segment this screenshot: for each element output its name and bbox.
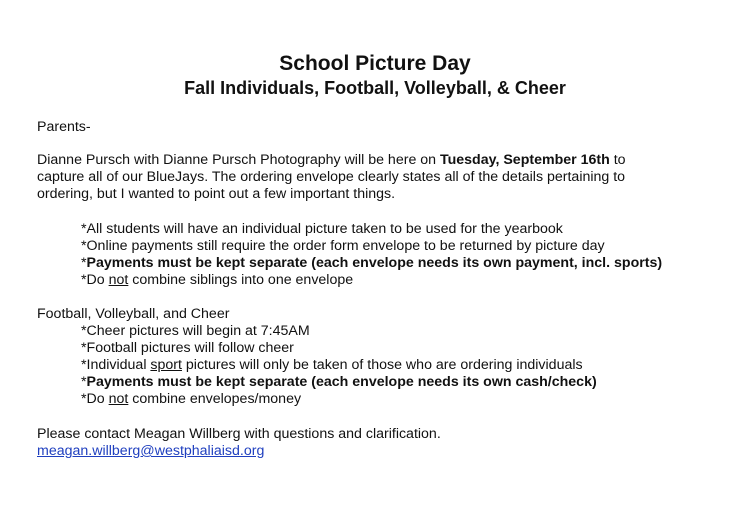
list-item: [81, 391, 301, 408]
intro-line-1: [37, 152, 626, 169]
email-link[interactable]: meagan.willberg@westphaliaisd.org: [37, 443, 265, 459]
item-text: *Do: [81, 272, 109, 288]
item-text: *Do: [81, 391, 109, 407]
list-item: *All students will have an individual picture taken to be used for the yearbook: [81, 221, 563, 237]
list-item: *Cheer pictures will begin at 7:45AM: [81, 323, 310, 339]
intro-line-2: capture all of our BlueJays. The ordering envelope clearly states all of the details pertaining to: [37, 169, 626, 185]
underlined-word: not: [108, 272, 129, 288]
list-item: [81, 255, 662, 272]
list-item: [81, 357, 583, 374]
page-title: School Picture Day: [279, 52, 471, 75]
bullet-star: *: [81, 374, 87, 390]
item-text: combine siblings into one envelope: [128, 272, 354, 288]
greeting: Parents-: [37, 119, 91, 135]
bullet-star: *: [81, 255, 87, 271]
item-text: pictures will only be taken of those who are ordering individuals: [181, 357, 583, 373]
intro-text: to: [609, 152, 626, 168]
payment-notice: Payments must be kept separate (each envelope needs its own payment, incl. sports): [86, 255, 663, 271]
list-item: [81, 374, 597, 391]
underlined-word: not: [108, 391, 129, 407]
intro-line-3: ordering, but I wanted to point out a few important things.: [37, 186, 396, 202]
item-text: *Individual: [81, 357, 151, 373]
intro-text: Dianne Pursch with Dianne Pursch Photography will be here on: [37, 152, 440, 168]
page-subtitle: Fall Individuals, Football, Volleyball, & Cheer: [184, 78, 566, 98]
item-text: combine envelopes/money: [128, 391, 302, 407]
payment-notice: Payments must be kept separate (each envelope needs its own cash/check): [86, 374, 597, 390]
sports-heading: Football, Volleyball, and Cheer: [37, 306, 230, 322]
list-item: [81, 272, 353, 289]
underlined-word: sport: [150, 357, 182, 373]
contact-text: Please contact Meagan Willberg with questions and clarification.: [37, 426, 441, 442]
picture-date: Tuesday, September 16th: [440, 152, 610, 168]
list-item: *Football pictures will follow cheer: [81, 340, 294, 356]
list-item: *Online payments still require the order form envelope to be returned by picture day: [81, 238, 605, 254]
